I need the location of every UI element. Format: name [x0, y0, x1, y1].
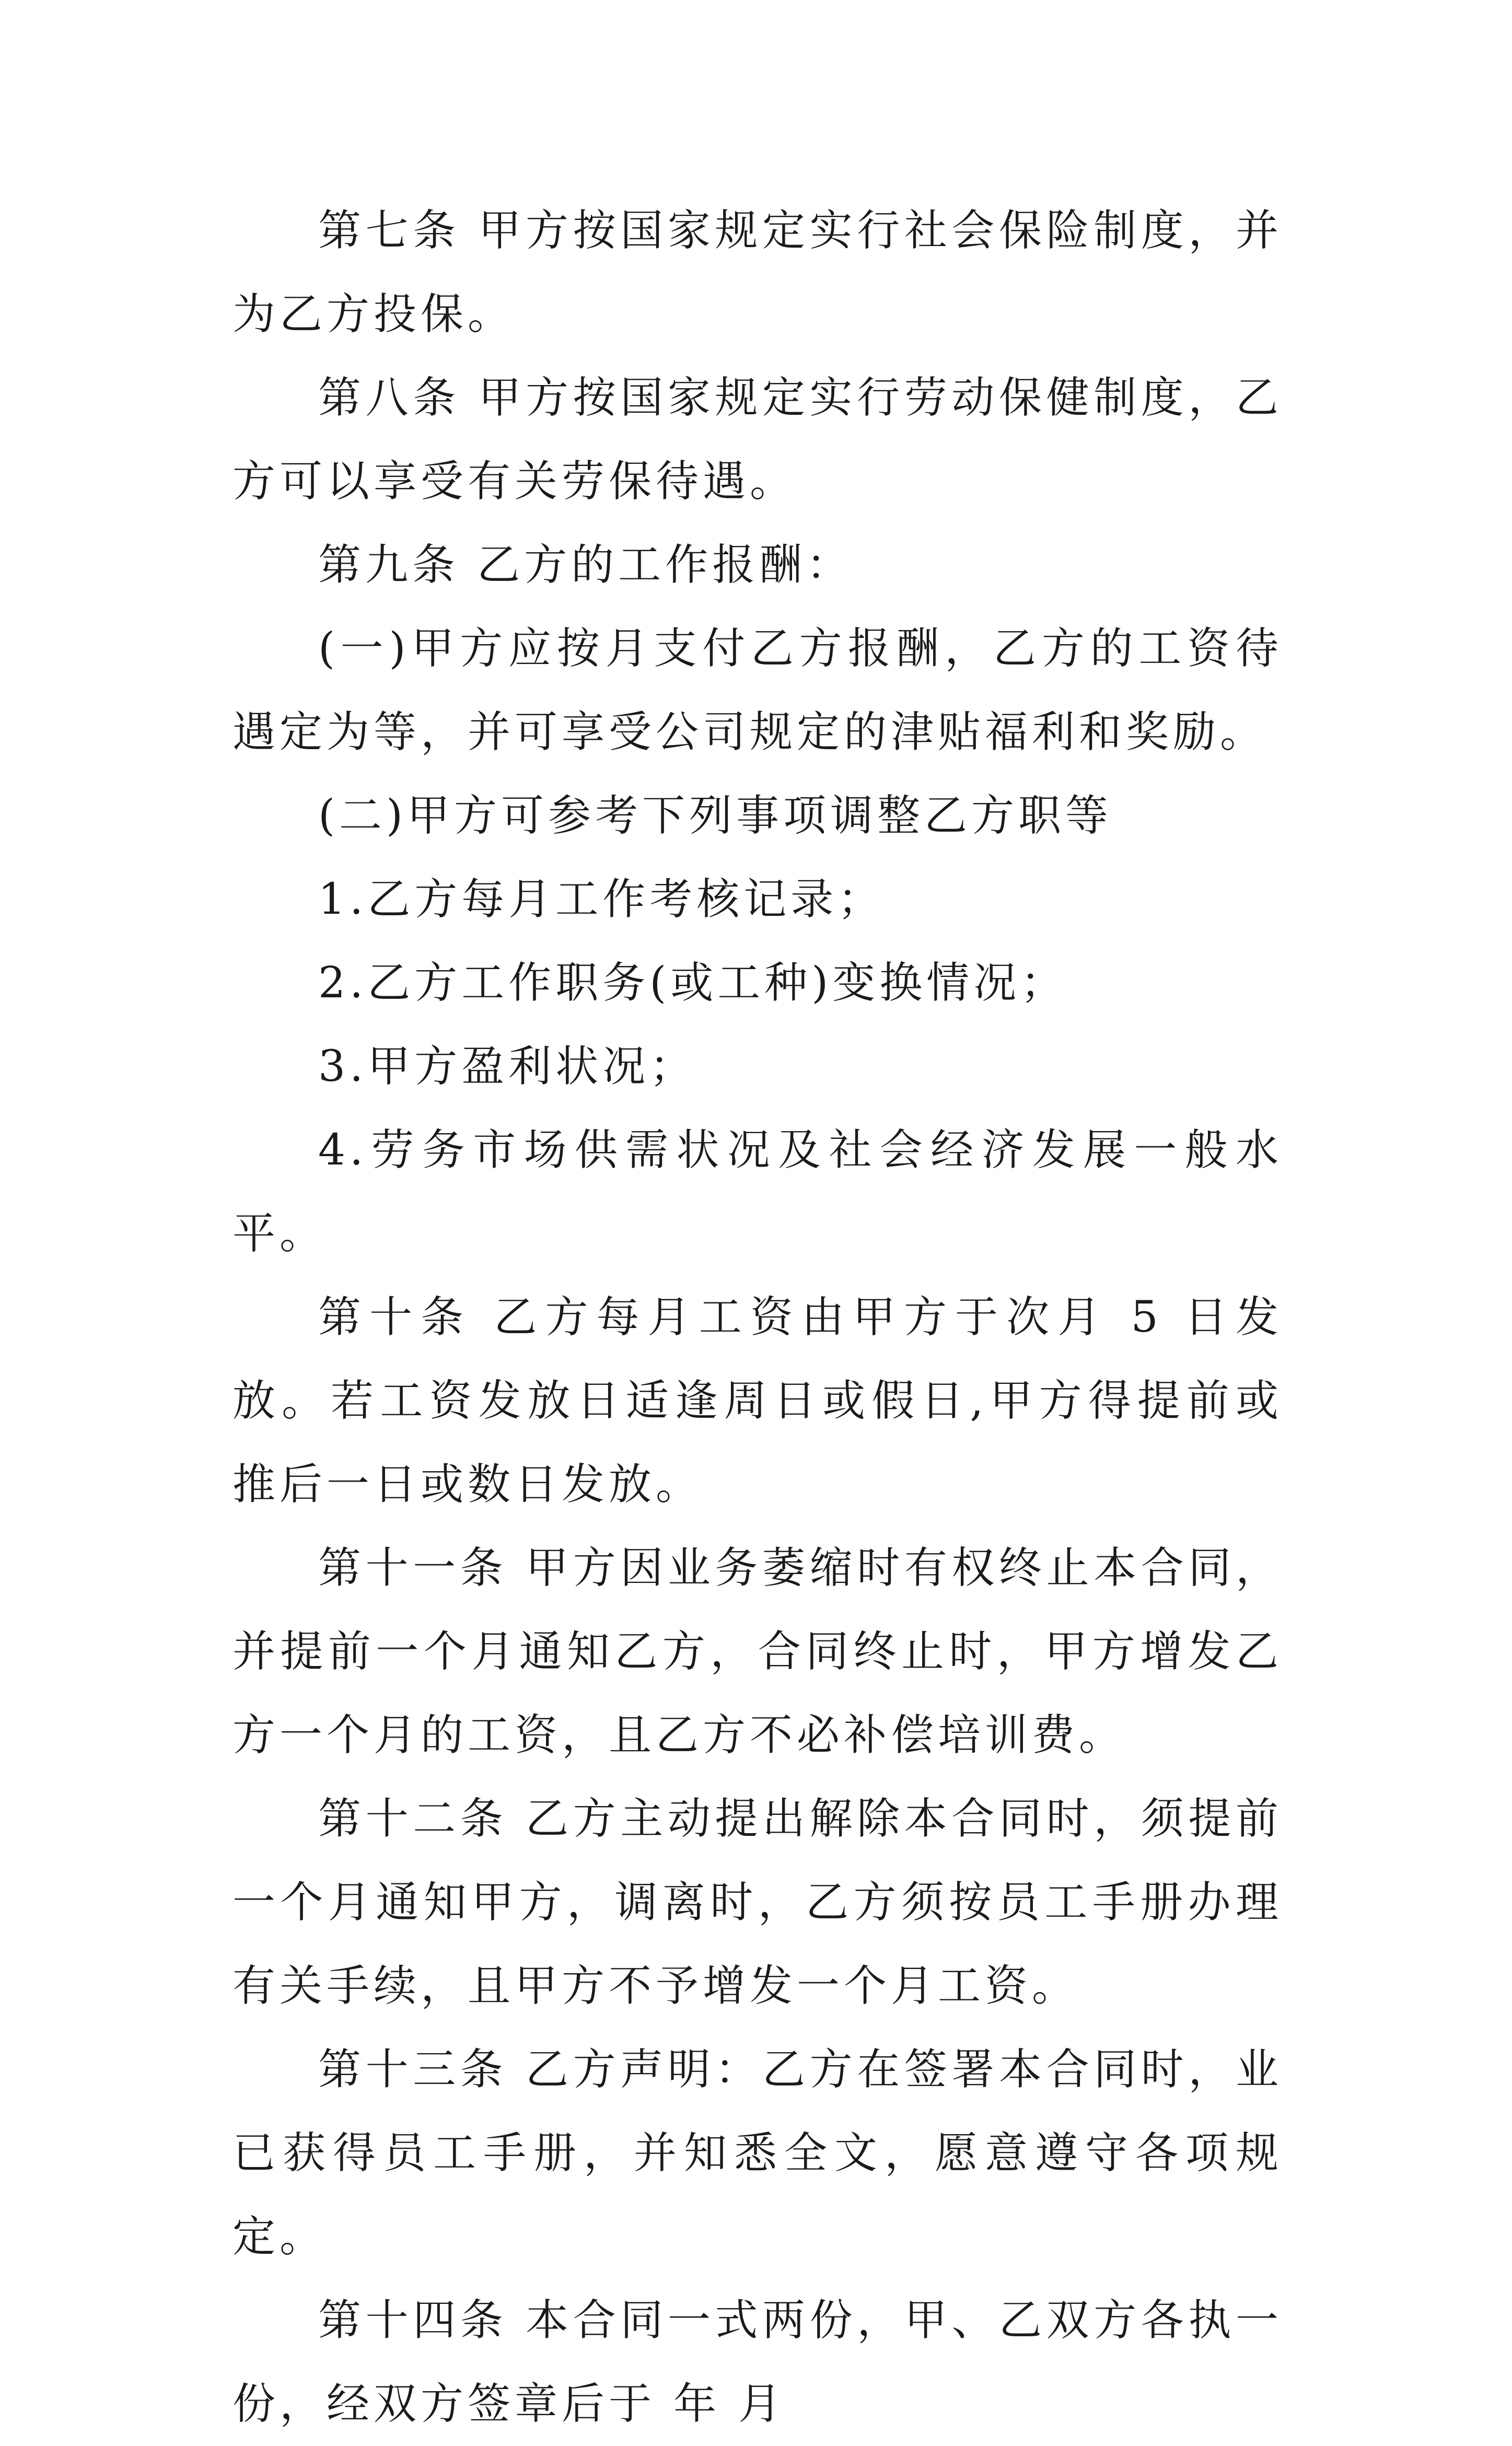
- list-item-1: 1.乙方每月工作考核记录；: [318, 875, 885, 924]
- paragraph-article-10: 第十条 乙方每月工资由甲方于次月 5 日发放。若工资发放日适逢周日或假日,甲方得提前或推后一日或数日发放。: [232, 1292, 1283, 1509]
- paragraph-article-7: 第七条 甲方按国家规定实行社会保险制度，并为乙方投保。: [232, 206, 1283, 339]
- paragraph-article-9: 第九条 乙方的工作报酬：: [318, 540, 854, 590]
- paragraph-article-14: 第十四条 本合同一式两份，甲、乙双方各执一份，经双方签章后于 年 月: [232, 2296, 1283, 2429]
- paragraph-article-11: 第十一条 甲方因业务萎缩时有权终止本合同，并提前一个月通知乙方，合同终止时，甲方增发乙方一个月的工资，且乙方不必补偿培训费。: [232, 1543, 1283, 1760]
- paragraph-article-8: 第八条 甲方按国家规定实行劳动保健制度，乙方可以享受有关劳保待遇。: [232, 373, 1283, 506]
- document-body: [232, 189, 1283, 2446]
- paragraph-article-12: 第十二条 乙方主动提出解除本合同时，须提前一个月通知甲方，调离时，乙方须按员工手册办理有关手续，且甲方不予增发一个月工资。: [232, 1794, 1283, 2011]
- paragraph-article-13: 第十三条 乙方声明：乙方在签署本合同时，业已获得员工手册，并知悉全文，愿意遵守各项规定。: [232, 2045, 1283, 2262]
- list-item-4: 4.劳务市场供需状况及社会经济发展一般水平。: [232, 1125, 1283, 1259]
- paragraph-article-9-item-1: (一)甲方应按月支付乙方报酬，乙方的工资待遇定为等，并可享受公司规定的津贴福利和奖励。: [232, 624, 1283, 757]
- paragraph-article-9-item-2: (二)甲方可参考下列事项调整乙方职等: [318, 791, 1112, 841]
- list-item-2: 2.乙方工作职务(或工种)变换情况；: [318, 958, 1068, 1008]
- list-item-3: 3.甲方盈利状况；: [318, 1042, 697, 1091]
